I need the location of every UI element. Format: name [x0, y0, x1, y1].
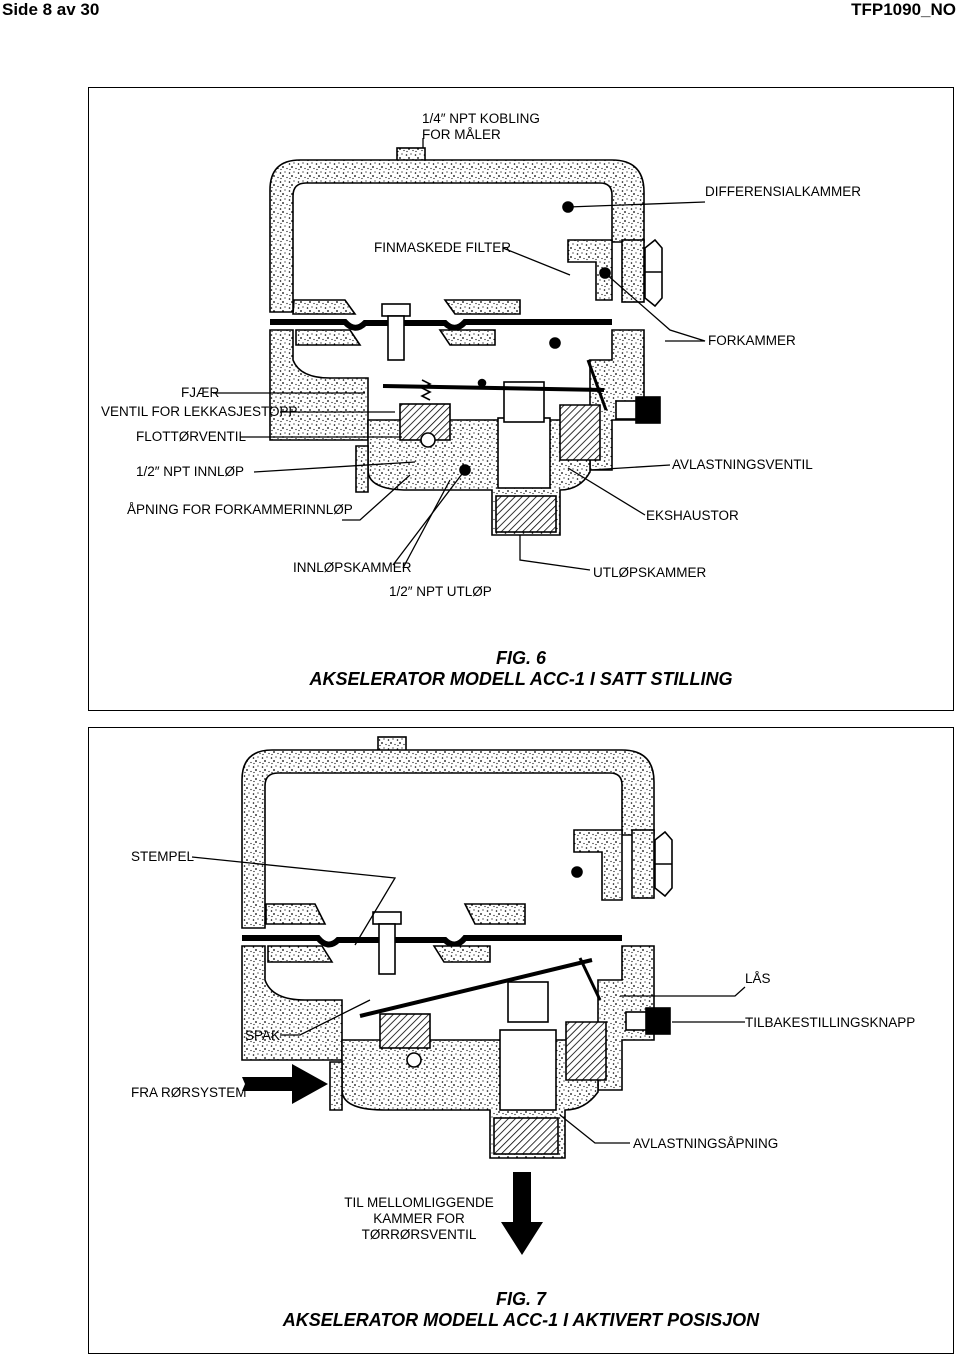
- label-avlastningsventil: AVLASTNINGSVENTIL: [672, 457, 813, 472]
- label-npt-utlop: 1/2″ NPT UTLØP: [389, 584, 492, 599]
- label-utlopskammer: UTLØPSKAMMER: [593, 565, 707, 580]
- label-spak: SPAK: [245, 1028, 281, 1043]
- label-forkammer: FORKAMMER: [708, 333, 796, 348]
- page-number: Side 8 av 30: [2, 0, 100, 19]
- label-differensialkammer: DIFFERENSIALKAMMER: [705, 184, 862, 199]
- label-apning-forkammerinnlop: ÅPNING FOR FORKAMMERINNLØP: [127, 502, 353, 517]
- fig6-caption-number: FIG. 6: [495, 648, 546, 668]
- label-kobling-line1: 1/4″ NPT KOBLING: [422, 111, 540, 126]
- label-ventil-lekkasjestopp: VENTIL FOR LEKKASJESTOPP: [101, 404, 298, 419]
- label-tilbakestillingsknapp: TILBAKESTILLINGSKNAPP: [745, 1015, 916, 1030]
- fig7-panel: [88, 727, 954, 1354]
- label-ekshaustor: EKSHAUSTOR: [646, 508, 739, 523]
- fig6-panel: [88, 87, 954, 711]
- document-id: TFP1090_NO: [851, 0, 956, 19]
- label-avlastningsapning: AVLASTNINGSÅPNING: [633, 1136, 779, 1151]
- label-stempel: STEMPEL: [131, 849, 195, 864]
- label-npt-innlop: 1/2″ NPT INNLØP: [136, 464, 245, 479]
- label-flottorventil: FLOTTØRVENTIL: [136, 429, 247, 444]
- fig7-caption-title: AKSELERATOR MODELL ACC-1 I AKTIVERT POSISJON: [282, 1310, 760, 1330]
- label-til-line1: TIL MELLOMLIGGENDE: [344, 1195, 494, 1210]
- fig6-caption-title: AKSELERATOR MODELL ACC-1 I SATT STILLING: [309, 669, 733, 689]
- label-kobling-line2: FOR MÅLER: [422, 127, 501, 142]
- label-til-line3: TØRRØRSVENTIL: [361, 1227, 477, 1242]
- label-fjaer: FJÆR: [181, 385, 220, 400]
- label-innlopskammer: INNLØPSKAMMER: [293, 560, 412, 575]
- label-til-line2: KAMMER FOR: [373, 1211, 465, 1226]
- label-las: LÅS: [745, 971, 771, 986]
- fig7-caption-number: FIG. 7: [495, 1289, 546, 1309]
- label-fra-rorsystem: FRA RØRSYSTEM: [131, 1085, 247, 1100]
- label-finmaskede-filter: FINMASKEDE FILTER: [374, 240, 512, 255]
